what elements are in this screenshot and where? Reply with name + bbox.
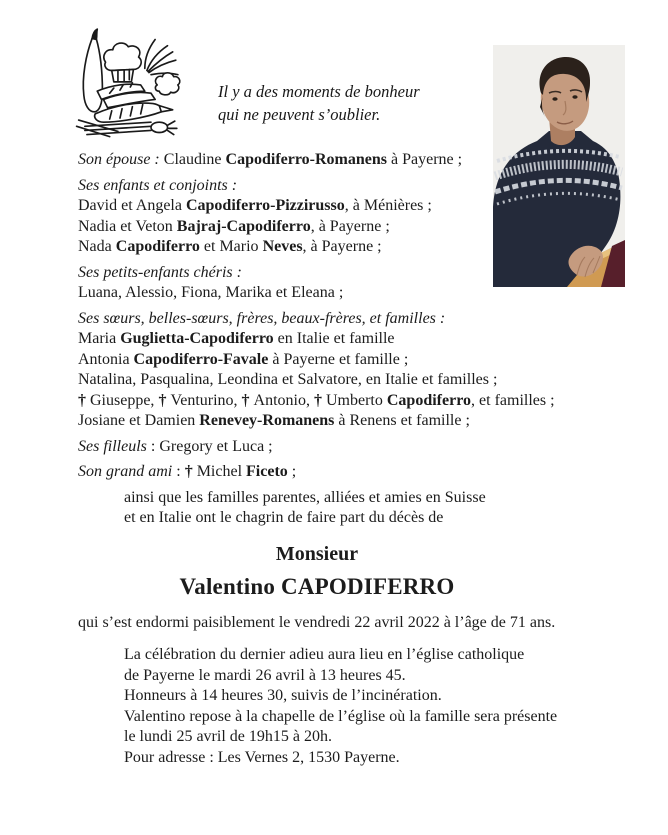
text-segment: Antonia — [78, 350, 134, 368]
text-segment: Guglietta-Capodiferro — [120, 330, 274, 347]
text-line — [124, 488, 594, 509]
family-section-5 — [78, 462, 594, 483]
ceremony-line: La célébration du dernier adieu aura lieu en l’église catholique — [124, 646, 525, 663]
text-segment: , à Payerne ; — [302, 238, 382, 255]
text-segment: Umberto — [326, 391, 387, 409]
text-line — [78, 309, 594, 330]
quote-line-1: Il y a des moments de bonheur — [218, 82, 420, 101]
text-segment: † — [184, 463, 197, 480]
family-section-1 — [78, 176, 594, 258]
text-line — [124, 508, 594, 529]
memorial-quote — [218, 80, 420, 126]
text-segment: Luana, Alessio, Fiona, Marika et Eleana ; — [78, 284, 344, 301]
text-line — [78, 350, 594, 371]
carrot-3 — [95, 103, 162, 122]
text-line — [78, 283, 594, 304]
text-segment: Venturino, — [170, 391, 242, 409]
text-line — [78, 150, 594, 171]
text-segment: † — [241, 391, 254, 409]
ceremony-line: Valentino repose à la chapelle de l’église où la famille sera présente — [124, 707, 558, 725]
text-segment: Capodiferro-Romanens — [225, 151, 388, 168]
text-segment: et Mario — [199, 238, 263, 255]
text-segment: à Payerne et famille ; — [268, 350, 409, 368]
vegetables-drawing-icon — [58, 27, 182, 145]
deceased-name: Valentino CAPODIFERRO — [179, 573, 455, 599]
carrot-tops — [145, 40, 178, 75]
family-section-3 — [78, 309, 594, 432]
text-segment: Capodiferro — [115, 238, 200, 255]
honorific: Monsieur — [275, 542, 359, 565]
ceremony-line: Honneurs à 14 heures 30, suivis de l’incinération. — [124, 687, 442, 704]
text-segment: Ficeto — [246, 463, 288, 480]
text-segment: Son épouse : — [78, 151, 164, 168]
text-segment: Ses sœurs, belles-sœurs, frères, beaux-frères, et familles : — [78, 309, 446, 327]
text-line — [78, 196, 594, 217]
family-sections — [78, 150, 594, 529]
passing-line: qui s’est endormi paisiblement le vendredi 22 avril 2022 à l’âge de 71 ans. — [78, 613, 556, 631]
text-segment: Nada — [78, 238, 116, 255]
obituary-text — [78, 150, 594, 768]
text-segment: Antonio, — [253, 391, 314, 409]
text-segment: , à Ménières ; — [344, 197, 432, 214]
vegetables-illustration — [58, 27, 182, 145]
text-line — [78, 462, 594, 483]
quote-line-2: qui ne peuvent s’oublier. — [218, 105, 381, 124]
text-segment: Neves — [262, 238, 303, 255]
text-segment: Son grand ami — [78, 463, 173, 480]
text-segment: Ses filleuls — [78, 437, 147, 455]
text-segment: Maria — [78, 330, 121, 347]
text-line — [78, 263, 594, 284]
text-segment: Giuseppe, — [90, 391, 159, 409]
text-segment: Ses petits-enfants chéris : — [78, 263, 242, 281]
text-segment: : Gregory et Luca ; — [146, 437, 273, 455]
text-segment: † — [78, 391, 90, 409]
onion-bulb — [151, 122, 168, 132]
text-segment: Bajraj-Capodiferro — [176, 217, 311, 235]
text-segment: David et Angela — [78, 197, 186, 214]
text-segment: Michel — [196, 463, 247, 480]
family-section-0 — [78, 150, 594, 171]
text-segment: Capodiferro-Pizzirusso — [185, 197, 345, 214]
family-section-6 — [78, 488, 594, 529]
eggplant-stem — [92, 29, 97, 39]
ceremony-line: Pour adresse : Les Vernes 2, 1530 Payerne. — [124, 748, 400, 766]
text-segment: Claudine — [163, 151, 226, 168]
text-segment: Josiane et Damien — [78, 412, 200, 429]
text-segment: Ses enfants et conjoints : — [78, 176, 238, 194]
text-line — [78, 237, 594, 258]
family-section-2 — [78, 263, 594, 304]
text-segment: † — [314, 391, 326, 409]
text-line — [78, 329, 594, 350]
text-segment: , à Payerne ; — [310, 217, 390, 235]
text-segment: à Payerne ; — [387, 151, 463, 168]
ceremony-line: de Payerne le mardi 26 avril à 13 heures 45. — [124, 666, 406, 684]
eggplant-shape — [83, 38, 102, 111]
text-segment: Nadia et Veton — [78, 217, 177, 235]
text-segment: et en Italie ont le chagrin de faire part du décès de — [124, 509, 444, 526]
family-section-4 — [78, 437, 594, 458]
onion-roots — [168, 121, 177, 134]
text-segment: Capodiferro-Favale — [133, 350, 269, 368]
cauliflower-base — [112, 69, 134, 81]
parsley-shape — [155, 73, 179, 95]
text-segment: † — [158, 391, 171, 409]
text-segment: Renevey-Romanens — [199, 412, 335, 429]
text-line — [78, 370, 594, 391]
text-line — [78, 217, 594, 238]
text-segment: ; — [287, 463, 297, 480]
text-segment: ainsi que les familles parentes, alliées et amies en Suisse — [124, 488, 486, 506]
right-eye — [572, 95, 577, 99]
text-segment: Natalina, Pasqualina, Leondina et Salvatore, en Italie et familles ; — [78, 371, 498, 388]
carrot-tip — [159, 106, 172, 112]
cauliflower-shape — [104, 43, 141, 70]
text-line — [78, 176, 594, 197]
text-segment: en Italie et famille — [273, 330, 395, 347]
text-segment: , et familles ; — [471, 391, 555, 409]
ceremony-line: le lundi 25 avril de 19h15 à 20h. — [124, 728, 332, 745]
text-segment: à Renens et famille ; — [334, 412, 470, 429]
left-eye — [552, 97, 557, 101]
text-segment: Capodiferro — [386, 391, 472, 409]
text-line — [78, 411, 594, 432]
text-line — [78, 391, 594, 412]
text-segment: : — [172, 463, 185, 480]
ceremony-paragraph — [78, 645, 594, 768]
text-line — [78, 437, 594, 458]
